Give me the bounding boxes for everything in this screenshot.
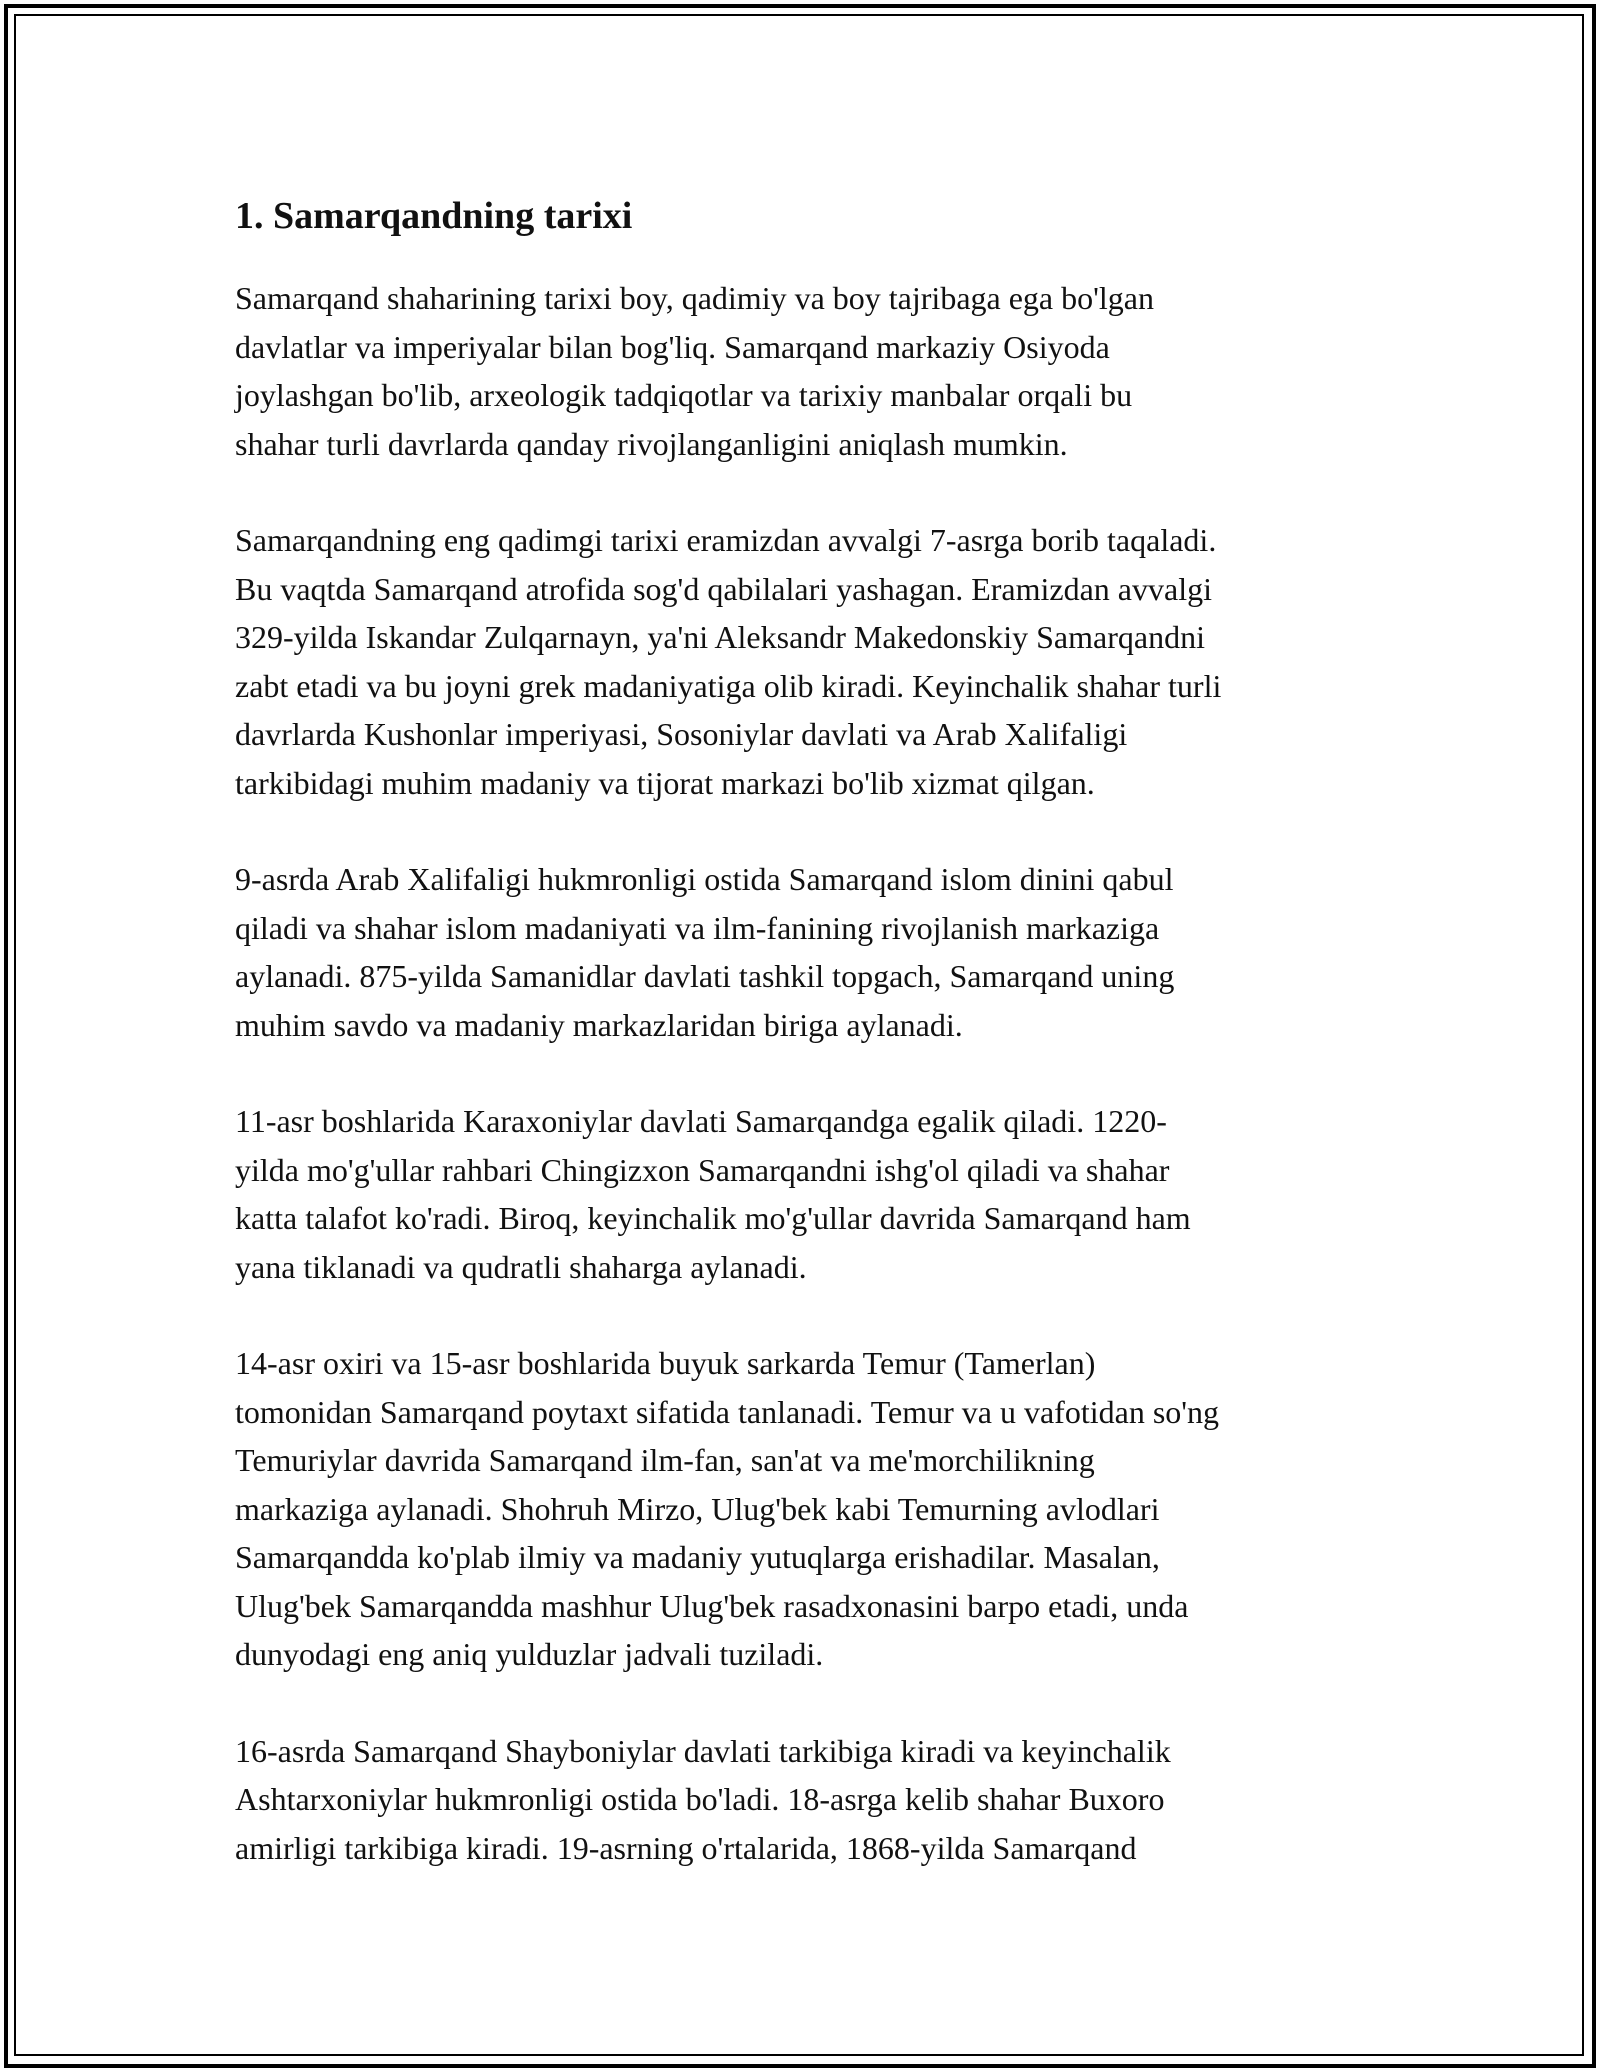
paragraph-6: 16-asrda Samarqand Shayboniylar davlati tarkibiga kiradi va keyinchalik Ashtarxoniylar hukmronligi ostida bo'ladi. 18-asrga kelib shahar Buxoro amirligi tarkibiga kiradi. 19-asrning o'rtalarida, 1868-yilda Samarqand — [235, 1732, 1171, 1866]
paragraph-5: 14-asr oxiri va 15-asr boshlarida buyuk sarkarda Temur (Tamerlan) tomonidan Samarqand poytaxt sifatida tanlanadi. Temur va u vafotidan so'ng Temuriylar davrida Samarqand ilm-fan, san'at va me'morchilikning markaziga aylanadi. Shohruh Mirzo, Ulug'bek kabi Temurning avlodlari Samarqandda ko'plab ilmiy va madaniy yutuqlarga erishadilar. Masalan, Ulug'bek Samarqandda mashhur Ulug'bek rasadxonasini barpo etadi, unda dunyodagi eng aniq yulduzlar jadvali tuziladi. — [235, 1345, 1220, 1672]
paragraph-2: Samarqandning eng qadimgi tarixi eramizdan avvalgi 7-asrga borib taqaladi. Bu vaqtda Samarqand atrofida sog'd qabilalari yashagan. Eramizdan avvalgi 329-yilda Iskandar Zulqarnayn, ya'ni Aleksandr Makedonskiy Samarqandni zabt etadi va bu joyni grek madaniyatiga olib kiradi. Keyinchalik shahar turli davrlarda Kushonlar imperiyasi, Sosoniylar davlati va Arab Xalifaligi tarkibidagi muhim madaniy va tijorat markazi bo'lib xizmat qilgan. — [235, 522, 1222, 801]
paragraph-1: Samarqand shaharining tarixi boy, qadimiy va boy tajribaga ega bo'lgan davlatlar va imperiyalar bilan bog'liq. Samarqand markaziy Osiyoda joylashgan bo'lib, arxeologik tadqiqotlar va tarixiy manbalar orqali bu shahar turli davrlarda qanday rivojlanganligini aniqlash mumkin. — [235, 280, 1154, 462]
paragraph-3: 9-asrda Arab Xalifaligi hukmronligi ostida Samarqand islom dinini qabul qiladi va shahar islom madaniyati va ilm-fanining rivojlanish markaziga aylanadi. 875-yilda Samanidlar davlati tashkil topgach, Samarqand uning muhim savdo va madaniy markazlaridan biriga aylanadi. — [235, 861, 1175, 1043]
document-body — [235, 190, 1375, 1920]
section-heading: 1. Samarqandning tarixi — [235, 195, 633, 237]
paragraph-4: 11-asr boshlarida Karaxoniylar davlati Samarqandga egalik qiladi. 1220- yilda mo'g'ullar rahbari Chingizxon Samarqandni ishg'ol qiladi va shahar katta talafot ko'radi. Biroq, keyinchalik mo'g'ullar davrida Samarqand ham yana tiklanadi va qudratli shaharga aylanadi. — [235, 1103, 1191, 1285]
